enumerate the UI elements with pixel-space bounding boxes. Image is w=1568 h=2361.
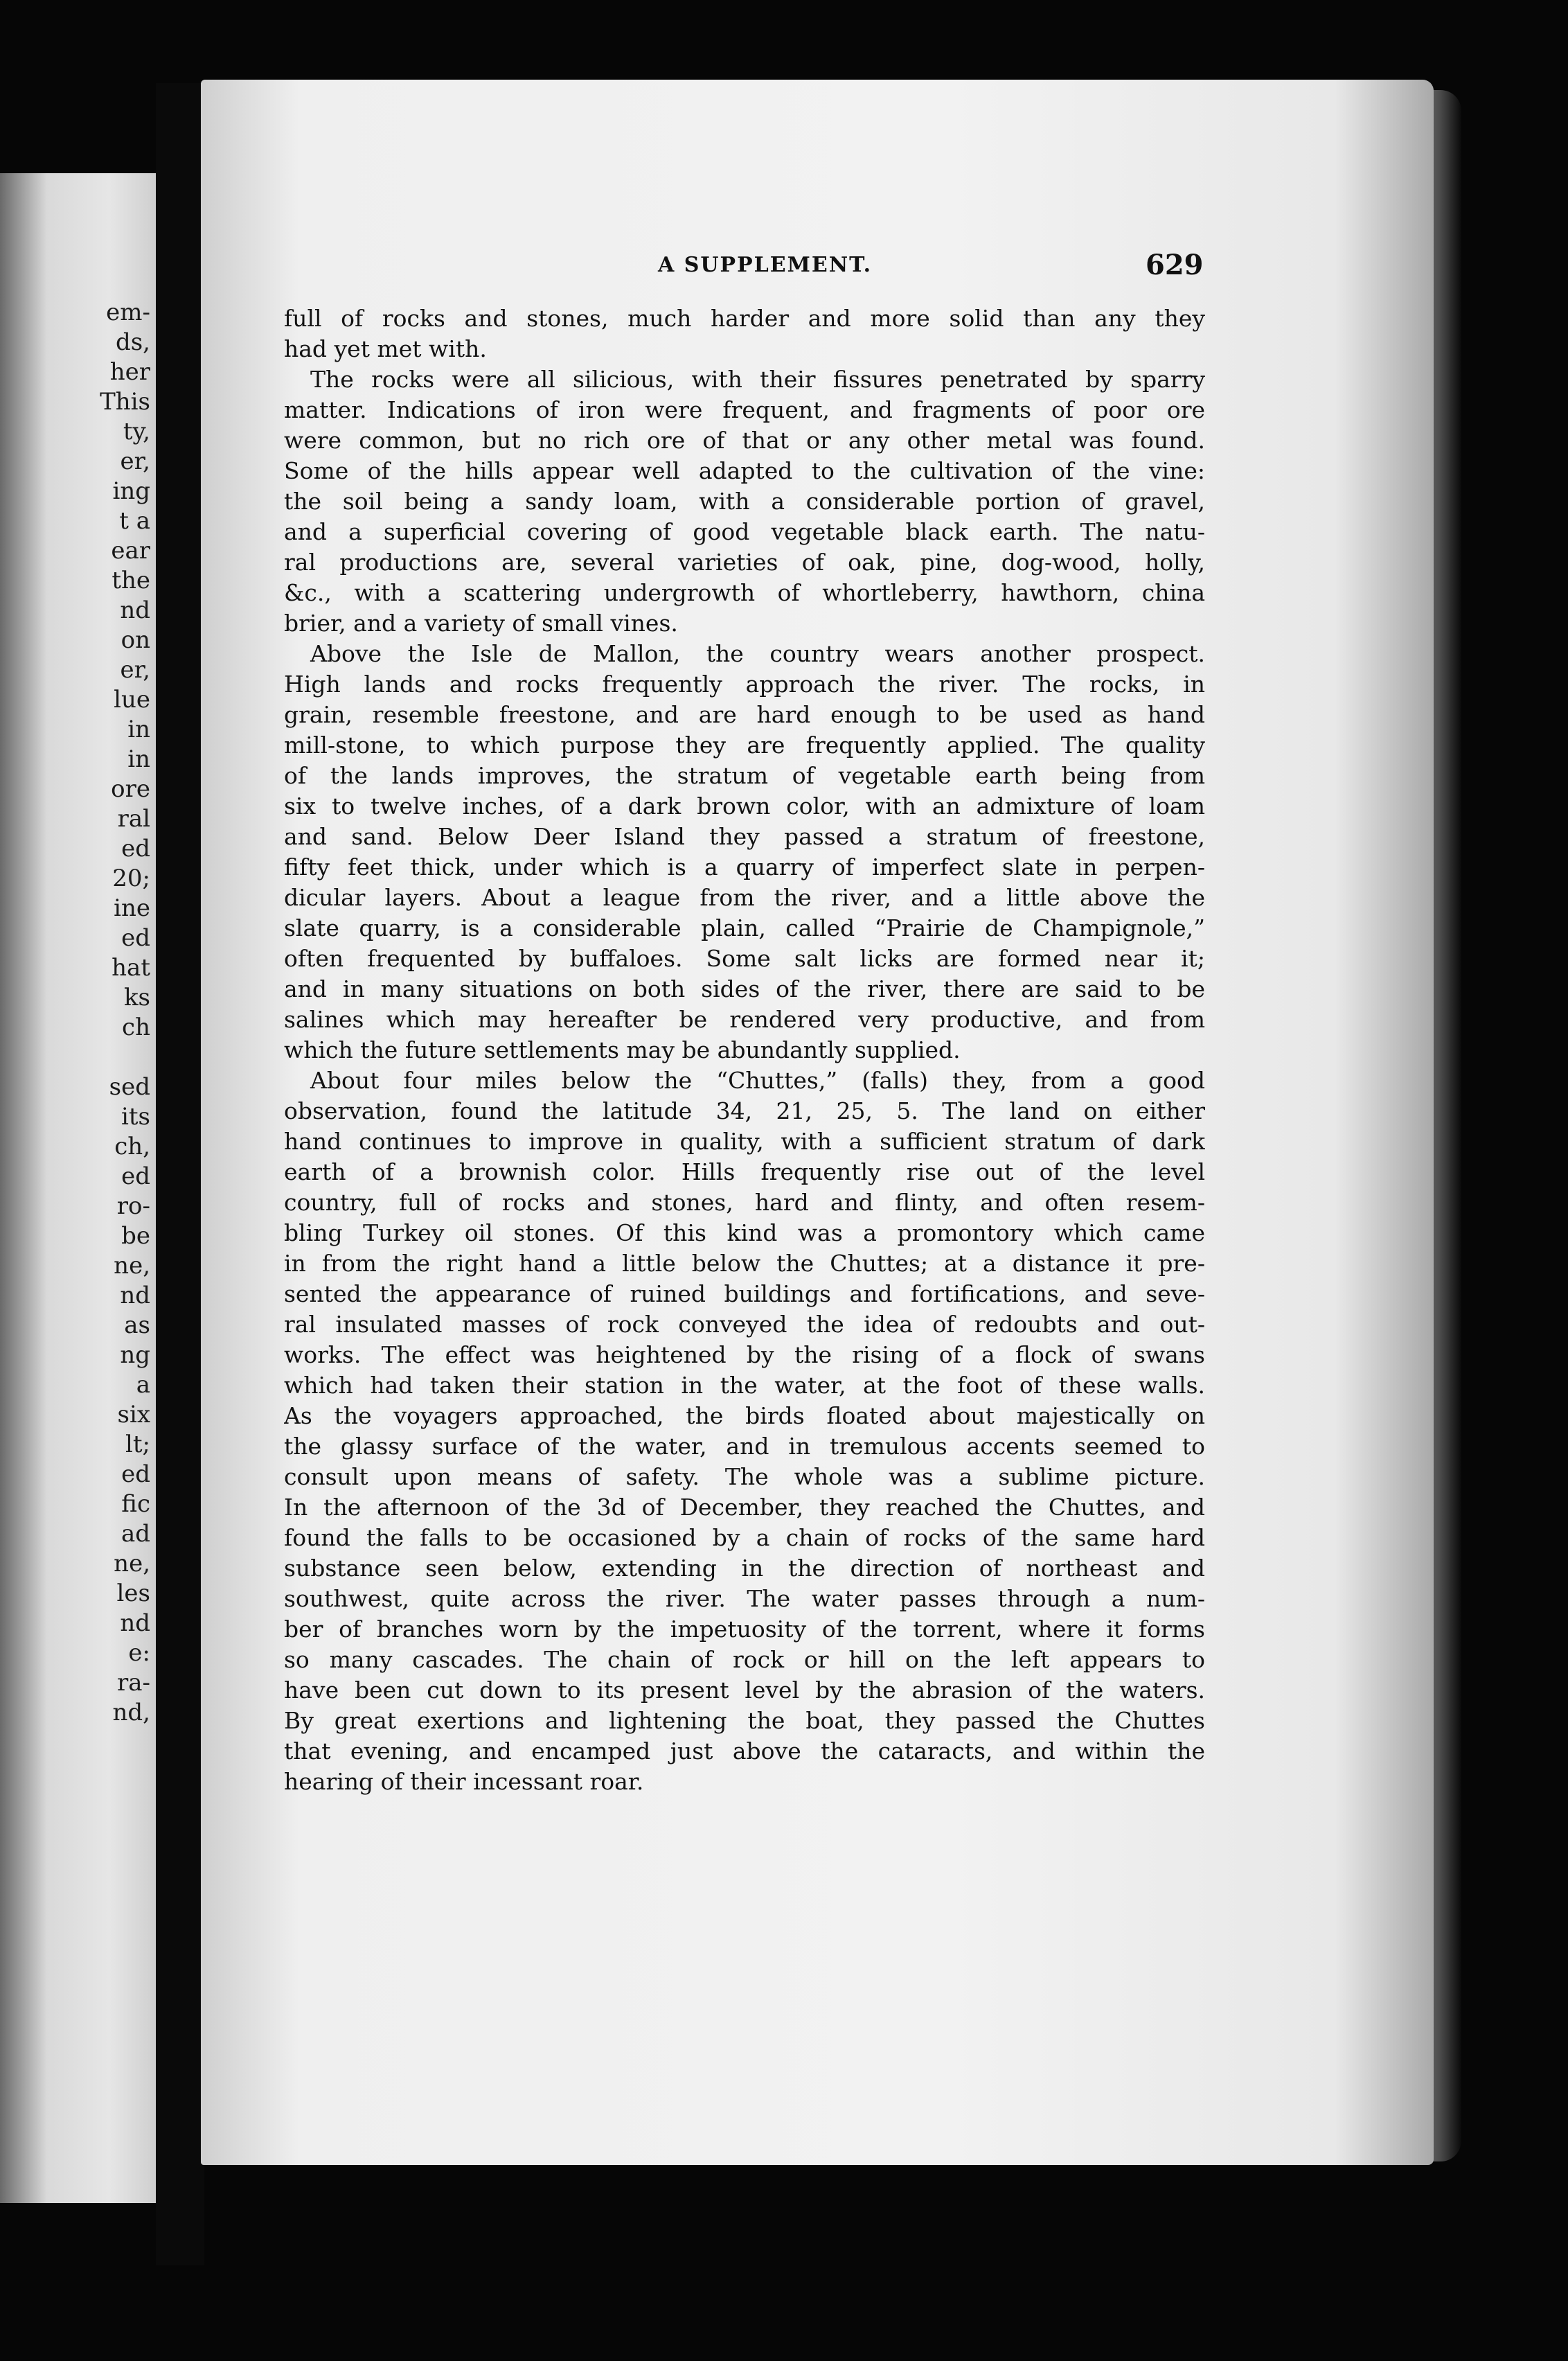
left-fragment: sed <box>109 1073 150 1101</box>
text-line: fifty feet thick, under which is a quarry of imperfect slate in perpen- <box>284 854 1205 881</box>
text-line: hearing of their incessant roar. <box>284 1768 644 1795</box>
text-line: southwest, quite across the river. The water passes through a num- <box>284 1585 1205 1612</box>
left-fragment: the <box>112 567 150 594</box>
text-line: which the future settlements may be abundantly supplied. <box>284 1036 961 1063</box>
text-line: and in many situations on both sides of the river, there are said to be <box>284 975 1205 1002</box>
text-line: so many cascades. The chain of rock or hill on the left appears to <box>284 1646 1205 1673</box>
left-fragment: em- <box>106 299 150 326</box>
text-line: found the falls to be occasioned by a chain of rocks of the same hard <box>284 1524 1205 1551</box>
left-fragment: ch, <box>114 1133 150 1160</box>
left-fragment: ds, <box>115 328 150 356</box>
text-line: country, full of rocks and stones, hard and flinty, and often resem- <box>284 1189 1205 1216</box>
left-fragment: lt; <box>125 1431 150 1458</box>
left-fragment: ne, <box>114 1252 150 1280</box>
page-number: 629 <box>1146 249 1204 281</box>
text-line: and sand. Below Deer Island they passed a stratum of freestone, <box>284 823 1205 850</box>
book-gutter <box>156 83 204 2265</box>
text-line: had yet met with. <box>284 335 487 362</box>
left-fragment: ro- <box>116 1192 150 1220</box>
left-fragment: ed <box>121 835 150 863</box>
text-line: six to twelve inches, of a dark brown color, with an admixture of loam <box>284 793 1205 820</box>
text-line: The rocks were all silicious, with their fissures penetrated by sparry <box>310 366 1205 393</box>
left-fragment: fic <box>121 1490 150 1518</box>
left-fragment: ed <box>121 924 150 952</box>
left-fragment: ed <box>121 1162 150 1190</box>
text-line: High lands and rocks frequently approach the river. The rocks, in <box>284 671 1205 698</box>
text-line: grain, resemble freestone, and are hard enough to be used as hand <box>284 701 1205 728</box>
text-line: were common, but no rich ore of that or any other metal was found. <box>284 427 1205 454</box>
text-line: full of rocks and stones, much harder and more solid than any they <box>284 305 1205 332</box>
text-line: have been cut down to its present level by the abrasion of the waters. <box>284 1677 1205 1704</box>
left-fragment: ore <box>111 775 150 803</box>
text-line: In the afternoon of the 3d of December, they reached the Chuttes, and <box>284 1494 1205 1521</box>
text-line: that evening, and encamped just above the cataracts, and within the <box>284 1737 1205 1765</box>
text-line: and a superficial covering of good vegetable black earth. The natu- <box>284 518 1205 545</box>
running-head: A SUPPLEMENT. <box>658 253 873 277</box>
left-fragment: ine <box>114 894 150 922</box>
left-fragment: in <box>127 745 150 773</box>
page-header <box>305 249 1205 294</box>
text-line: hand continues to improve in quality, with a sufficient stratum of dark <box>284 1128 1205 1155</box>
text-line: dicular layers. About a league from the river, and a little above the <box>284 884 1205 911</box>
left-fragment: ad <box>121 1520 150 1548</box>
left-fragment: 20; <box>112 865 150 892</box>
text-line: About four miles below the “Chuttes,” (falls) they, from a good <box>310 1067 1205 1094</box>
left-fragment: ral <box>117 805 150 833</box>
left-page-text-fragments <box>12 298 150 1728</box>
left-fragment: six <box>117 1401 150 1429</box>
text-line: often frequented by buffaloes. Some salt licks are formed near it; <box>284 945 1205 972</box>
left-fragment: ty, <box>123 418 150 445</box>
left-fragment: This <box>100 388 150 416</box>
left-fragment: its <box>121 1103 150 1131</box>
text-line: Some of the hills appear well adapted to the cultivation of the vine: <box>284 457 1205 484</box>
left-fragment: lue <box>114 686 150 714</box>
left-fragment: nd <box>120 1609 150 1637</box>
left-fragment: t a <box>119 507 150 535</box>
left-fragment: nd <box>120 596 150 624</box>
left-fragment: er, <box>120 656 150 684</box>
text-line: substance seen below, extending in the direction of northeast and <box>284 1555 1205 1582</box>
body-text <box>284 303 1205 1797</box>
text-line: which had taken their station in the water, at the foot of these walls. <box>284 1372 1205 1399</box>
left-fragment: les <box>116 1580 150 1607</box>
left-fragment: ne, <box>114 1550 150 1577</box>
text-line: bling Turkey oil stones. Of this kind was a promontory which came <box>284 1219 1205 1246</box>
text-line: ber of branches worn by the impetuosity of the torrent, where it forms <box>284 1616 1205 1643</box>
left-page-edge <box>0 173 156 2203</box>
left-fragment: nd <box>120 1282 150 1309</box>
text-line: salines which may hereafter be rendered very productive, and from <box>284 1006 1205 1033</box>
left-fragment: be <box>121 1222 150 1250</box>
left-fragment: a <box>136 1371 150 1399</box>
text-line: mill-stone, to which purpose they are frequently applied. The quality <box>284 732 1205 759</box>
text-line: brier, and a variety of small vines. <box>284 610 678 637</box>
text-line: the soil being a sandy loam, with a considerable portion of gravel, <box>284 488 1205 515</box>
text-line: in from the right hand a little below the Chuttes; at a distance it pre- <box>284 1250 1205 1277</box>
left-fragment: ng <box>120 1341 150 1369</box>
left-fragment: er, <box>120 448 150 475</box>
left-fragment: as <box>124 1311 150 1339</box>
text-line: earth of a brownish color. Hills frequently rise out of the level <box>284 1158 1205 1185</box>
text-line: Above the Isle de Mallon, the country wears another prospect. <box>310 640 1205 667</box>
text-line: As the voyagers approached, the birds floated about majestically on <box>284 1402 1205 1429</box>
left-fragment: ch <box>122 1014 150 1041</box>
left-fragment: ing <box>112 477 150 505</box>
left-fragment: her <box>109 358 150 386</box>
left-fragment: ear <box>111 537 150 565</box>
text-line: the glassy surface of the water, and in tremulous accents seemed to <box>284 1433 1205 1460</box>
text-line: consult upon means of safety. The whole was a sublime picture. <box>284 1463 1205 1490</box>
text-line: ral productions are, several varieties of oak, pine, dog-wood, holly, <box>284 549 1205 576</box>
left-fragment: hat <box>112 954 150 982</box>
text-line: works. The effect was heightened by the rising of a flock of swans <box>284 1341 1205 1368</box>
text-line: slate quarry, is a considerable plain, called “Prairie de Champignole,” <box>284 914 1205 941</box>
left-fragment: ks <box>123 984 150 1011</box>
left-fragment: e: <box>128 1639 150 1667</box>
left-fragment: ra- <box>116 1669 150 1697</box>
text-line: By great exertions and lightening the boat, they passed the Chuttes <box>284 1707 1205 1734</box>
left-fragment <box>12 1043 150 1072</box>
left-fragment: nd, <box>112 1699 150 1726</box>
text-line: ral insulated masses of rock conveyed the idea of redoubts and out- <box>284 1311 1205 1338</box>
text-line: observation, found the latitude 34, 21, 25, 5. The land on either <box>284 1097 1205 1124</box>
text-line: matter. Indications of iron were frequent, and fragments of poor ore <box>284 396 1205 423</box>
text-line: &c., with a scattering undergrowth of whortleberry, hawthorn, china <box>284 579 1205 606</box>
left-fragment: on <box>121 626 150 654</box>
left-fragment: ed <box>121 1460 150 1488</box>
left-fragment: in <box>127 716 150 743</box>
text-line: of the lands improves, the stratum of vegetable earth being from <box>284 762 1205 789</box>
text-line: sented the appearance of ruined buildings and fortifications, and seve- <box>284 1280 1205 1307</box>
